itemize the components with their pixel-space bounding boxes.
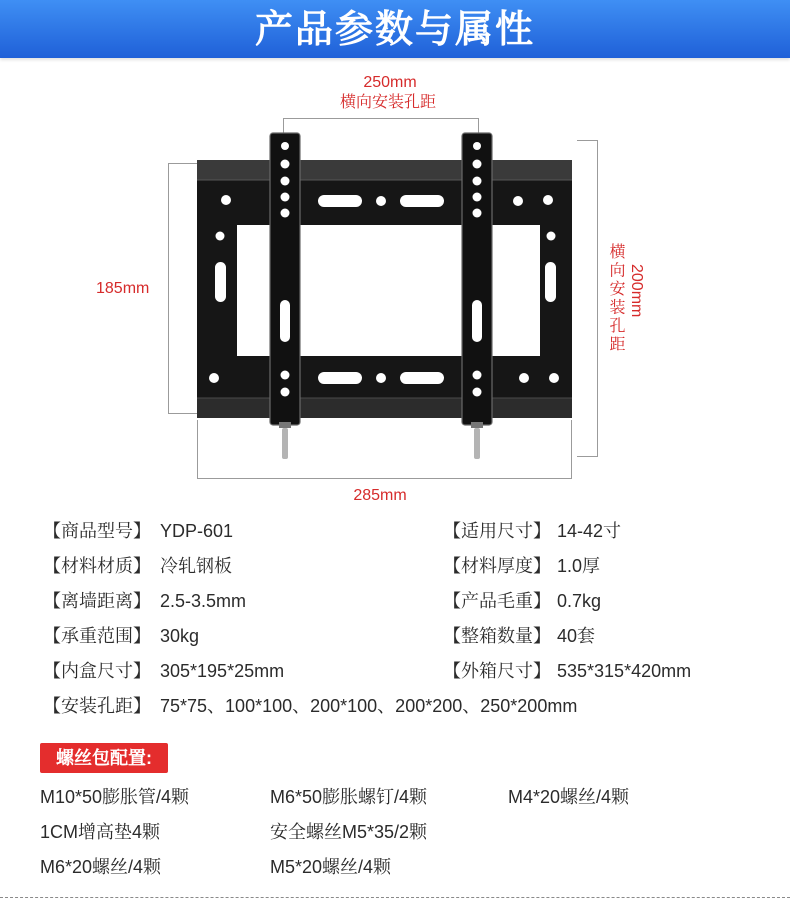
left-arm [270,133,300,425]
spec-value: 75*75、100*100、200*100、200*200、250*200mm [160,696,578,716]
spec-row [0,584,790,619]
mount-slot [400,372,444,384]
mount-hole [513,196,523,206]
spec-label: 【离墙距离】 [43,591,151,611]
screw-item: M5*20螺丝/4颗 [270,857,392,877]
screw-item: M4*20螺丝/4颗 [508,787,630,807]
mount-hole [221,195,231,205]
spec-value: 535*315*420mm [557,661,692,681]
left-dimension-value: 185mm [96,280,150,297]
top-dimension-label: 横向安装孔距 [339,94,436,111]
spec-value: 40套 [557,626,596,646]
spec-row [0,549,790,584]
mount-hole [281,160,290,169]
screw-pack-badge: 螺丝包配置: [40,743,168,773]
title-banner [0,0,790,58]
right-arm [462,133,492,425]
screw-item: M10*50膨胀管/4颗 [40,787,190,807]
spec-row [0,689,790,724]
screw-item: 安全螺丝M5*35/2颗 [270,822,428,842]
mount-hole [281,388,290,397]
spec-value: 2.5-3.5mm [160,591,247,611]
spec-value: 冷轧钢板 [160,556,232,576]
spec-label: 【产品毛重】 [443,591,551,611]
screw-item: M6*20螺丝/4颗 [40,857,162,877]
mount-hole [473,177,482,186]
mount-hole [519,373,529,383]
mount-hole [281,193,290,202]
bottom-divider [0,897,790,898]
spec-row [0,514,790,549]
mount-slot [215,262,226,302]
spec-row [0,619,790,654]
right-dimension-label: 横向安装孔距 [607,243,624,354]
top-dimension-line [284,119,479,135]
bottom-dimension-line [198,420,572,479]
mount-hole [473,160,482,169]
mount-hole [473,209,482,218]
mount-hole [281,177,290,186]
spec-label: 【适用尺寸】 [443,521,551,541]
spec-label: 【内盒尺寸】 [43,661,151,681]
right-bolt [471,422,483,459]
mount-hole [281,371,290,380]
spec-label: 【整箱数量】 [443,626,551,646]
spec-label: 【材料厚度】 [443,556,551,576]
mount-hole [549,373,559,383]
right-dimension-line [577,141,598,457]
left-bolt [279,422,291,459]
mount-slot [545,262,556,302]
plate-bottom-flange [197,398,572,418]
mount-hole [473,193,482,202]
screw-item: 1CM增高垫4颗 [40,822,161,842]
mount-hole [473,388,482,397]
mount-hole [209,373,219,383]
left-dimension-line [169,164,200,414]
spec-label: 【安装孔距】 [43,696,151,716]
spec-value: 1.0厚 [557,556,601,576]
mount-slot [472,300,482,342]
spec-label: 【商品型号】 [43,521,151,541]
mount-hole [547,232,556,241]
mount-hole [473,371,482,380]
top-dimension-value: 250mm [363,74,417,91]
bottom-dimension-value: 285mm [353,487,407,504]
spec-value: 30kg [160,626,200,646]
mount-hole [376,196,386,206]
screw-item: M6*50膨胀螺钉/4颗 [270,787,428,807]
spec-label: 【外箱尺寸】 [443,661,551,681]
mount-slot [400,195,444,207]
back-plate [197,160,572,418]
spec-value: YDP-601 [160,521,234,541]
right-dimension-value: 200mm [628,264,645,318]
spec-label: 【材料材质】 [43,556,151,576]
spec-row [0,654,790,689]
mount-slot [280,300,290,342]
spec-value: 305*195*25mm [160,661,285,681]
mount-slot [318,372,362,384]
mount-hole [216,232,225,241]
spec-label: 【承重范围】 [43,626,151,646]
mount-hole [473,142,481,150]
banner-title: 产品参数与属性 [254,7,535,51]
spec-value: 0.7kg [557,591,602,611]
plate-top-flange [197,160,572,180]
mount-hole [543,195,553,205]
mount-hole [281,142,289,150]
mount-hole [281,209,290,218]
mount-slot [318,195,362,207]
mount-hole [376,373,386,383]
spec-value: 14-42寸 [557,521,622,541]
